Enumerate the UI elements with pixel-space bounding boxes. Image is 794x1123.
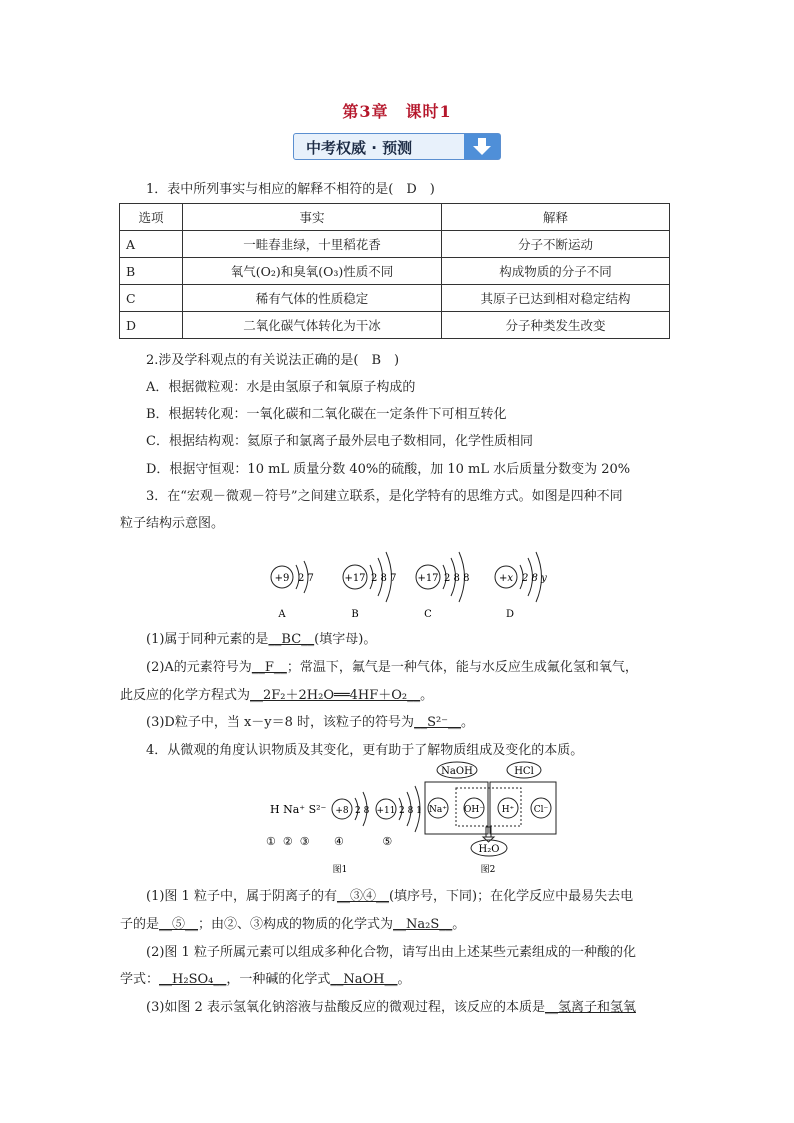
answer-blank: __2F₂＋2H₂O══4HF＋O₂__ [250, 688, 421, 703]
q4-part1-cont: 子的是__⑤__；由②、③构成的物质的化学式为__Na₂S__。 [120, 917, 466, 932]
table-header: 解释 [442, 204, 670, 231]
svg-text:D: D [505, 609, 515, 620]
table-cell: 分子不断运动 [442, 231, 670, 258]
svg-text:2 8 7: 2 8 7 [371, 573, 397, 584]
svg-text:C: C [424, 609, 432, 620]
svg-text:2 8 y: 2 8 y [522, 573, 547, 584]
q4-part1: (1)图 1 粒子中，属于阴离子的有__③④__(填序号，下同)；在化学反应中最易失去电 [146, 889, 634, 904]
banner-label: 中考权威 · 预测 [306, 139, 413, 157]
table-row [120, 258, 670, 285]
particle-numbers: ① ② ③ ④ ⑤ [266, 835, 393, 848]
answer-blank: __S²⁻__ [414, 715, 462, 730]
svg-text:H⁺: H⁺ [501, 805, 515, 815]
table-cell: B [120, 258, 183, 285]
shell-label: 2 7 [298, 573, 314, 584]
table-cell: 稀有气体的性质稳定 [183, 285, 442, 312]
svg-text:HCl: HCl [514, 766, 534, 777]
svg-text:H₂O: H₂O [478, 844, 500, 855]
figure-caption: 图1 [332, 865, 348, 875]
answer-blank: __NaOH__ [330, 972, 398, 987]
particle-label: A [278, 609, 286, 620]
q4-part3: (3)如图 2 表示氢氧化钠溶液与盐酸反应的微观过程，该反应的本质是__氢离子和氢氧 [146, 1000, 636, 1015]
answer-blank: __F__ [251, 660, 287, 675]
q4-part2-cont: 学式：__H₂SO₄__，一种碱的化学式__NaOH__。 [120, 972, 411, 987]
q1-stem: 1．表中所列事实与相应的解释不相符的是( D ) [146, 182, 435, 197]
answer-blank: __氢离子和氢氧 [544, 1000, 636, 1015]
figure-1 [266, 786, 422, 875]
q1-table [119, 203, 670, 339]
table-row [120, 312, 670, 339]
answer-blank: __H₂SO₄__ [159, 972, 227, 987]
table-row [120, 231, 670, 258]
q3-stem-cont: 粒子结构示意图。 [120, 516, 225, 531]
down-arrow-icon [464, 134, 500, 159]
table-cell: 氧气(O₂)和臭氧(O₃)性质不同 [183, 258, 442, 285]
figure-2 [425, 762, 556, 875]
q3-part2: (2)A的元素符号为__F__；常温下，氟气是一种气体，能与水反应生成氟化氢和氧气， [146, 660, 638, 675]
svg-text:OH⁻: OH⁻ [464, 805, 484, 815]
q3-part1: (1)属于同种元素的是__BC__(填字母)。 [146, 632, 377, 647]
nucleus-label: +9 [274, 573, 290, 584]
svg-text:2 8 8: 2 8 8 [444, 573, 470, 584]
q3-part3: (3)D粒子中，当 x－y＝8 时，该粒子的符号为__S²⁻__。 [146, 715, 475, 730]
q4-part2: (2)图 1 粒子所属元素可以组成多种化合物，请写出由上述某些元素组成的一种酸的化 [146, 945, 636, 960]
answer-blank: __③④__ [336, 889, 389, 904]
svg-text:NaOH: NaOH [441, 766, 473, 777]
table-cell: A [120, 231, 183, 258]
micro-reaction-figure [262, 760, 572, 878]
svg-text:B: B [351, 609, 359, 620]
particle-structure-figure [260, 540, 560, 622]
q2-option-a: A．根据微粒观：水是由氢原子和氧原子构成的 [146, 380, 416, 395]
svg-text:2 8 1: 2 8 1 [399, 806, 422, 816]
table-cell: D [120, 312, 183, 339]
particle-a [271, 561, 314, 620]
q2-option-d: D．根据守恒观：10 mL 质量分数 40%的硫酸，加 10 mL 水后质量分数变为 20% [146, 462, 631, 477]
svg-text:+11: +11 [376, 806, 396, 816]
answer-blank: __⑤__ [159, 917, 199, 932]
table-header: 事实 [183, 204, 442, 231]
particle-d [495, 552, 547, 620]
figure-caption: 图2 [480, 865, 496, 875]
table-header: 选项 [120, 204, 183, 231]
table-cell: 其原子已达到相对稳定结构 [442, 285, 670, 312]
table-header-row [120, 204, 670, 231]
ion-symbols: H Na⁺ S²⁻ [270, 803, 327, 816]
svg-text:+17: +17 [417, 573, 439, 584]
svg-text:+8: +8 [335, 806, 349, 816]
table-row [120, 285, 670, 312]
page-title: 第3章 课时1 [342, 102, 452, 121]
q4-stem: 4．从微观的角度认识物质及其变化，更有助于了解物质组成及变化的本质。 [146, 743, 584, 758]
q2-stem: 2.涉及学科观点的有关说法正确的是( B ) [146, 353, 400, 368]
q3-stem: 3．在“宏观－微观－符号”之间建立联系，是化学特有的思维方式。如图是四种不同 [146, 489, 623, 504]
q2-option-b: B．根据转化观：一氧化碳和二氧化碳在一定条件下可相互转化 [146, 407, 507, 422]
table-cell: 构成物质的分子不同 [442, 258, 670, 285]
table-cell: 一畦春韭绿，十里稻花香 [183, 231, 442, 258]
svg-text:2 8: 2 8 [355, 806, 370, 816]
section-banner [293, 133, 501, 160]
q3-part2-cont: 此反应的化学方程式为__2F₂＋2H₂O══4HF＋O₂__。 [120, 688, 434, 703]
table-cell: C [120, 285, 183, 312]
particle-c [416, 552, 469, 620]
svg-text:+17: +17 [344, 573, 366, 584]
svg-text:+x: +x [498, 573, 514, 584]
table-cell: 分子种类发生改变 [442, 312, 670, 339]
q2-option-c: C．根据结构观：氦原子和氯离子最外层电子数相同，化学性质相同 [146, 434, 533, 449]
table-cell: 二氧化碳气体转化为干冰 [183, 312, 442, 339]
answer-blank: __Na₂S__ [393, 917, 453, 932]
answer-blank: __BC__ [268, 632, 315, 647]
particle-b [343, 552, 396, 620]
svg-text:Cl⁻: Cl⁻ [533, 805, 549, 815]
svg-text:Na⁺: Na⁺ [429, 805, 447, 815]
